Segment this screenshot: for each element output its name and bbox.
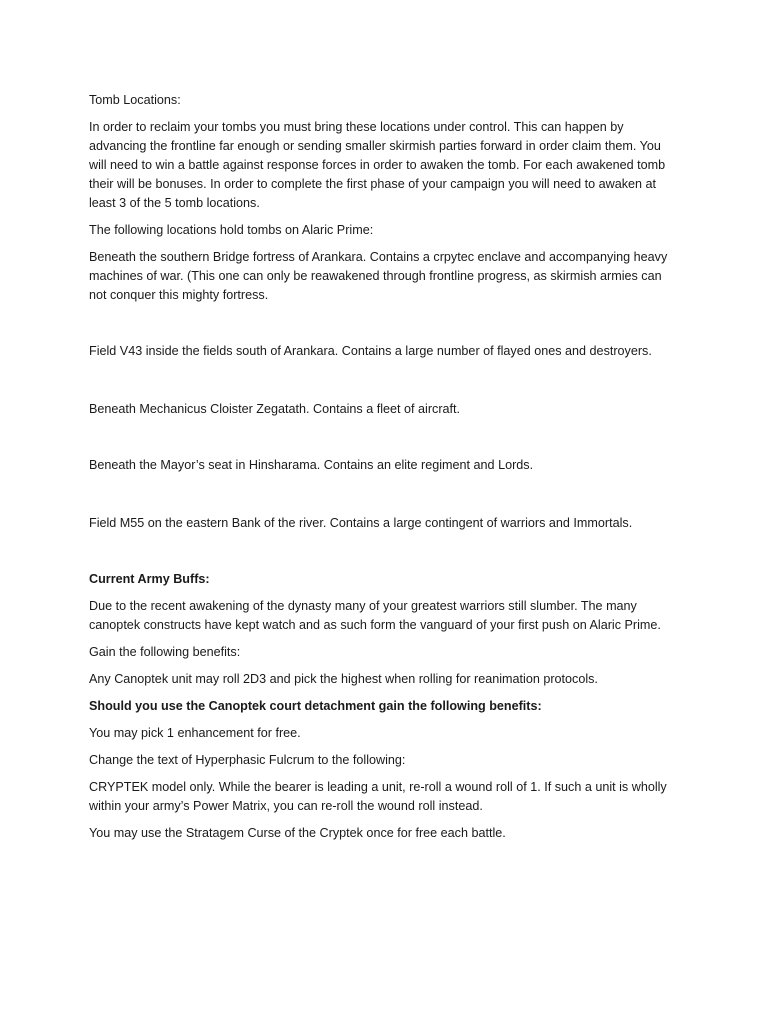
- benefit-fulcrum-text: CRYPTEK model only. While the bearer is leading a unit, re-roll a wound roll of 1. If such a unit is wholly within your army’s Power Matrix, you can re-roll the wound roll instead.: [89, 780, 667, 813]
- benefit-fulcrum-intro: Change the text of Hyperphasic Fulcrum to the following:: [89, 753, 406, 767]
- gain-benefits-heading: Gain the following benefits:: [89, 645, 241, 659]
- location-item: Beneath the Mayor’s seat in Hinsharama. Contains an elite regiment and Lords.: [89, 458, 534, 472]
- intro-paragraph: In order to reclaim your tombs you must bring these locations under control. This can happen by advancing the frontline far enough or sending smaller skirmish parties forward in order claim them. You will need to win a battle against response forces in order to awaken the tomb. For each awakened tomb their will be bonuses. In order to complete the first phase of your campaign you will need to awaken at least 3 of the 5 tomb locations.: [89, 120, 666, 210]
- benefit-stratagem: You may use the Stratagem Curse of the Cryptek once for free each battle.: [89, 826, 506, 840]
- location-item: Field M55 on the eastern Bank of the river. Contains a large contingent of warriors and Immortals.: [89, 516, 633, 530]
- detachment-heading: Should you use the Canoptek court detachment gain the following benefits:: [89, 699, 542, 713]
- army-buffs-heading: Current Army Buffs:: [89, 572, 210, 586]
- locations-intro: The following locations hold tombs on Alaric Prime:: [89, 223, 374, 237]
- benefit-enhancement: You may pick 1 enhancement for free.: [89, 726, 301, 740]
- location-item: Beneath Mechanicus Cloister Zegatath. Contains a fleet of aircraft.: [89, 402, 461, 416]
- tomb-locations-heading: Tomb Locations:: [89, 93, 181, 107]
- document-page: [89, 91, 679, 843]
- buffs-intro: Due to the recent awakening of the dynasty many of your greatest warriors still slumber. The many canoptek constructs have kept watch and as such form the vanguard of your first push on Alaric Prime.: [89, 599, 661, 632]
- location-item: Beneath the southern Bridge fortress of Arankara. Contains a crpytec enclave and accompanying heavy machines of war. (This one can only be reawakened through frontline progress, as skirmish armies can not conquer this mighty fortress.: [89, 250, 668, 302]
- benefit-reanimation: Any Canoptek unit may roll 2D3 and pick the highest when rolling for reanimation protocols.: [89, 672, 598, 686]
- location-item: Field V43 inside the fields south of Arankara. Contains a large number of flayed ones and destroyers.: [89, 344, 652, 358]
